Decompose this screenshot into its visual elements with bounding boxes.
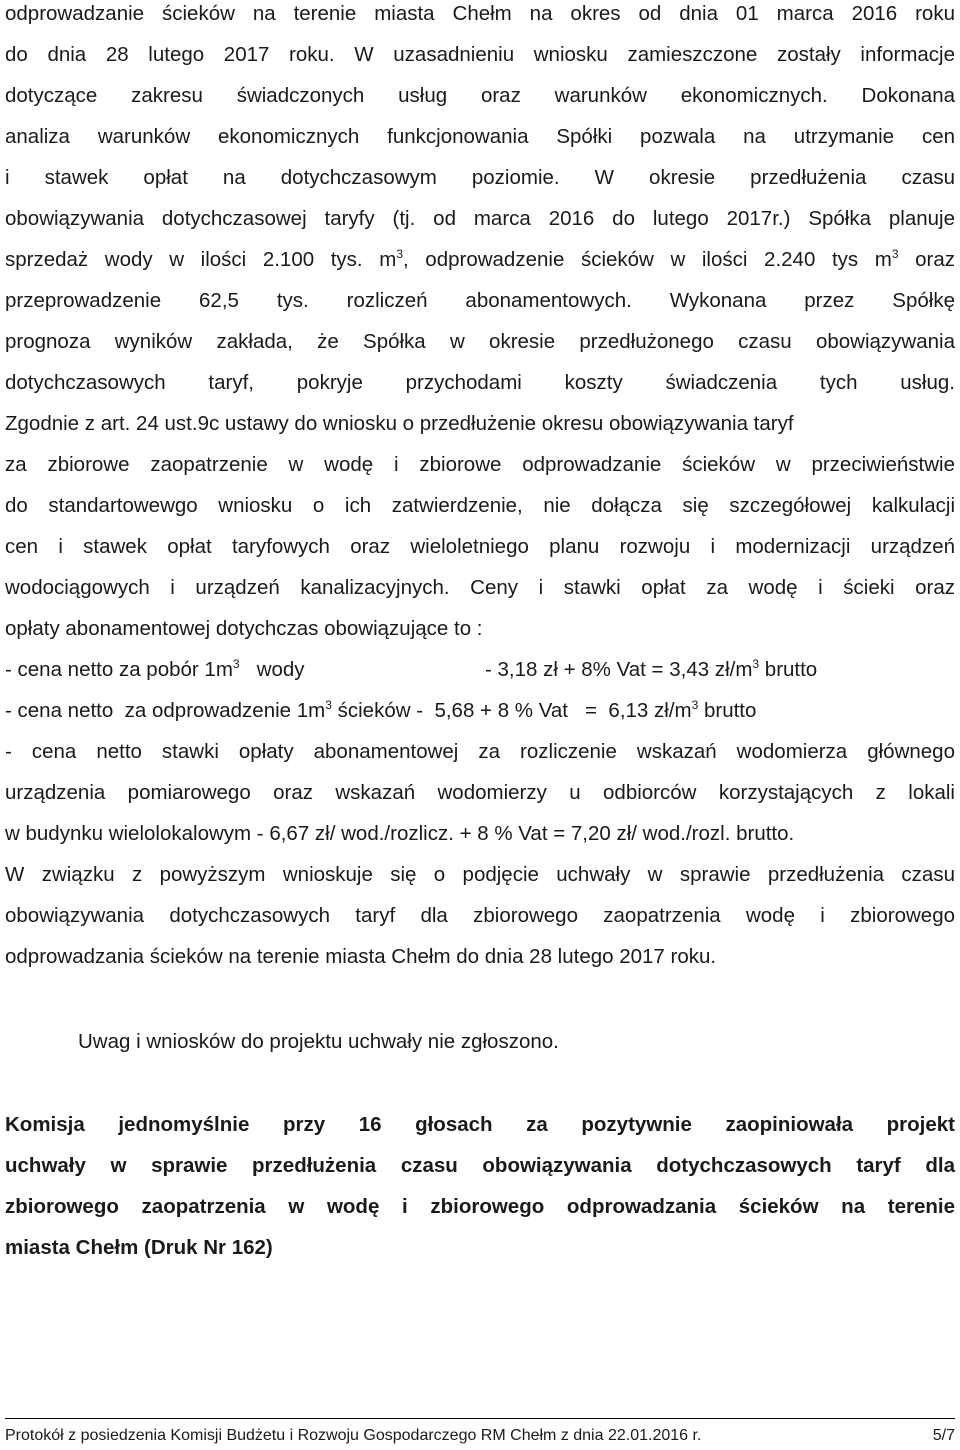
body-line: do standartowewgo wniosku o ich zatwierdzenie, nie dołącza się szczegółowej kalkulacji: [5, 494, 955, 517]
body-line: do dnia 28 lutego 2017 roku. W uzasadnieniu wniosku zamieszczone zostały informacje: [5, 43, 955, 66]
body-line: - cena netto stawki opłaty abonamentowej za rozliczenie wskazań wodomierza głównego: [5, 740, 955, 763]
body-line: wodociągowych i urządzeń kanalizacyjnych. Ceny i stawki opłat za wodę i ścieki oraz: [5, 576, 955, 599]
decision-line: miasta Chełm (Druk Nr 162): [5, 1236, 273, 1259]
body-line: analiza warunków ekonomicznych funkcjonowania Spółki pozwala na utrzymanie cen: [5, 125, 955, 148]
body-line: przeprowadzenie 62,5 tys. rozliczeń abonamentowych. Wykonana przez Spółkę: [5, 289, 955, 312]
price-line-sewage: [5, 699, 955, 723]
decision-line: Komisja jednomyślnie przy 16 głosach za pozytywnie zaopiniowała projekt: [5, 1113, 955, 1136]
body-line: prognoza wyników zakłada, że Spółka w okresie przedłużonego czasu obowiązywania: [5, 330, 955, 353]
text-fragment: - 3,18 zł + 8% Vat = 3,43 zł/m: [485, 658, 753, 681]
text-fragment: brutto: [698, 699, 757, 722]
text-fragment: ścieków - 5,68 + 8 % Vat = 6,13 zł/m: [331, 699, 692, 722]
page-footer: [5, 1426, 955, 1446]
body-line: obowiązywania dotychczasowych taryf dla zbiorowego zaopatrzenia wodę i zbiorowego: [5, 904, 955, 927]
remarks-line: Uwag i wniosków do projektu uchwały nie zgłoszono.: [78, 1030, 559, 1053]
price-value: [485, 658, 817, 682]
footer-divider: [5, 1418, 955, 1419]
body-line: urządzenia pomiarowego oraz wskazań wodomierzy u odbiorców korzystających z lokali: [5, 781, 955, 804]
footer-text: Protokół z posiedzenia Komisji Budżetu i Rozwoju Gospodarczego RM Chełm z dnia 22.01.2016 r.: [5, 1427, 702, 1444]
superscript: 3: [232, 657, 240, 672]
decision-line: uchwały w sprawie przedłużenia czasu obowiązywania dotychczasowych taryf dla: [5, 1154, 955, 1177]
superscript: 3: [691, 698, 699, 713]
body-line: odprowadzanie ścieków na terenie miasta Chełm na okres od dnia 01 marca 2016 roku: [5, 2, 955, 25]
body-line: W związku z powyższym wnioskuje się o podjęcie uchwały w sprawie przedłużenia czasu: [5, 863, 955, 886]
text-fragment: oraz: [898, 248, 955, 271]
body-line: opłaty abonamentowej dotychczas obowiązujące to :: [5, 617, 483, 640]
body-line: dotyczące zakresu świadczonych usług oraz warunków ekonomicznych. Dokonana: [5, 84, 955, 107]
superscript: 3: [891, 247, 899, 262]
body-line: i stawek opłat na dotychczasowym poziomie. W okresie przedłużenia czasu: [5, 166, 955, 189]
page-number: 5/7: [932, 1427, 955, 1444]
text-fragment: - cena netto za pobór 1m: [5, 658, 233, 681]
text-fragment: wody: [239, 658, 305, 681]
body-line: Zgodnie z art. 24 ust.9c ustawy do wniosku o przedłużenie okresu obowiązywania taryf: [5, 412, 794, 435]
body-line: w budynku wielolokalowym - 6,67 zł/ wod./rozlicz. + 8 % Vat = 7,20 zł/ wod./rozl. brutto.: [5, 822, 795, 845]
decision-line: zbiorowego zaopatrzenia w wodę i zbiorowego odprowadzania ścieków na terenie: [5, 1195, 955, 1218]
body-line-sales: [5, 248, 955, 272]
superscript: 3: [752, 657, 760, 672]
text-fragment: sprzedaż wody w ilości 2.100 tys. m: [5, 248, 397, 271]
text-fragment: , odprowadzenie ścieków w ilości 2.240 tys m: [403, 248, 892, 271]
body-line: dotychczasowych taryf, pokryje przychodami koszty świadczenia tych usług.: [5, 371, 955, 394]
superscript: 3: [396, 247, 403, 262]
body-line: obowiązywania dotychczasowej taryfy (tj. od marca 2016 do lutego 2017r.) Spółka planuje: [5, 207, 955, 230]
body-line: cen i stawek opłat taryfowych oraz wieloletniego planu rozwoju i modernizacji urządzeń: [5, 535, 955, 558]
text-fragment: - cena netto za odprowadzenie 1m: [5, 699, 326, 722]
superscript: 3: [325, 698, 332, 713]
body-line: odprowadzania ścieków na terenie miasta Chełm do dnia 28 lutego 2017 roku.: [5, 945, 717, 968]
text-fragment: brutto: [759, 658, 818, 681]
price-line-water: [5, 658, 955, 682]
body-line: za zbiorowe zaopatrzenie w wodę i zbiorowe odprowadzanie ścieków w przeciwieństwie: [5, 453, 955, 476]
